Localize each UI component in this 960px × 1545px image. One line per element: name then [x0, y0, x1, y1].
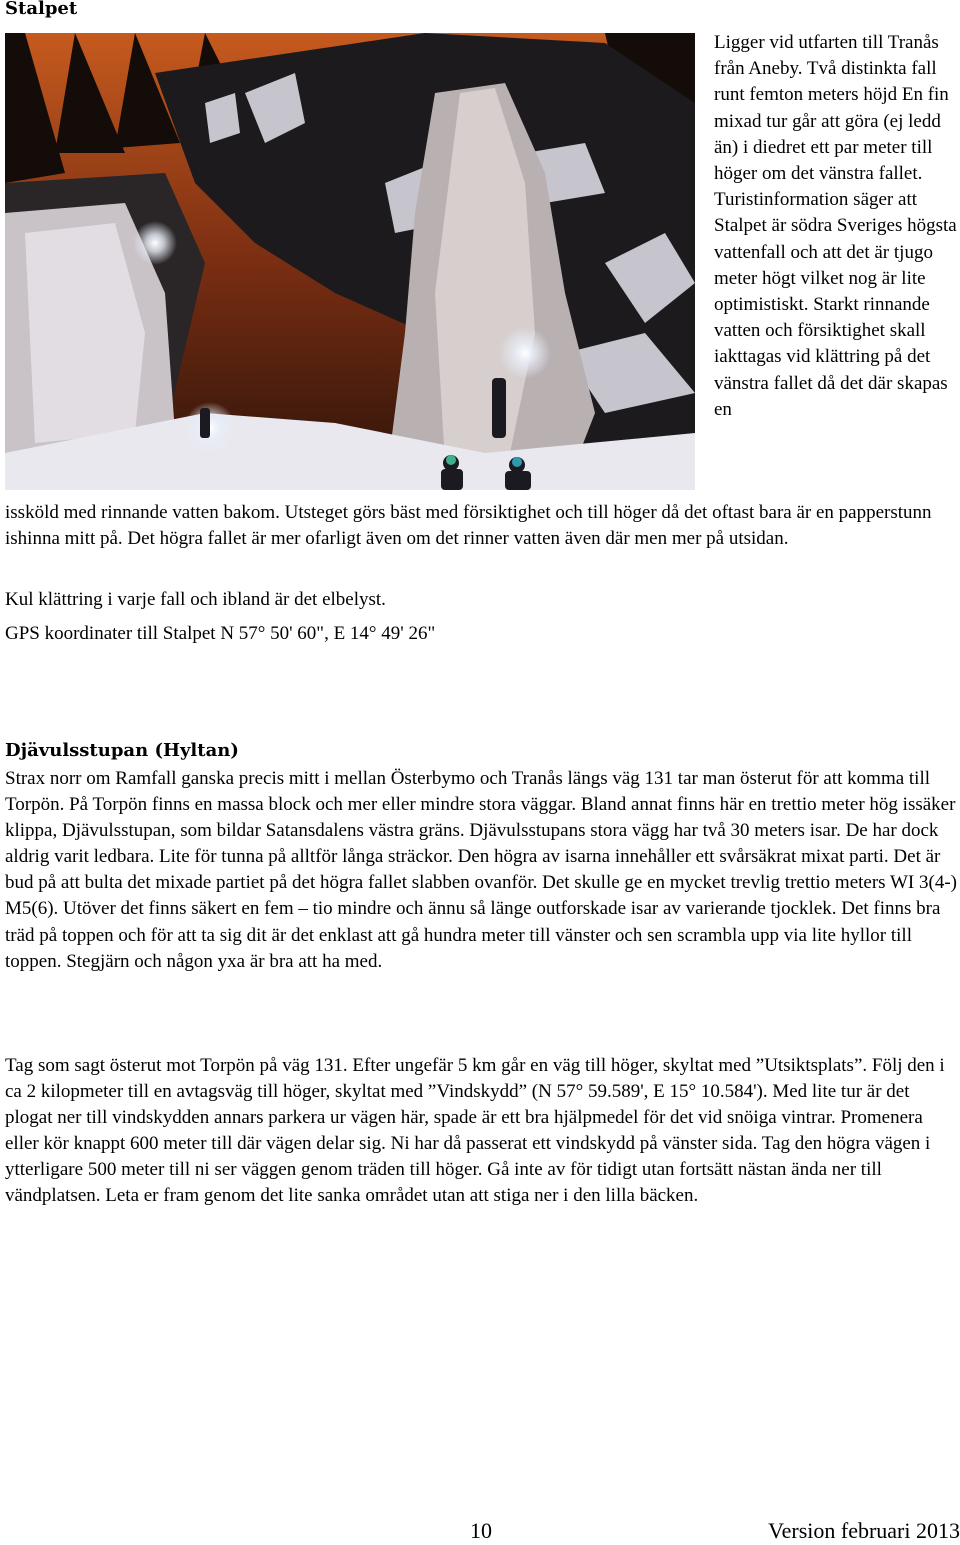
stalpet-description-wrap: Ligger vid utfarten till Tranås från Aneby. Två distinkta fall runt femton meters höjd En fin mixad tur går att göra (ej ledd än) i diedret ett par meter till höger om det vänstra fallet. Turistinformation säger att Stalpet är södra Sveriges högsta vattenfall och att det är tjugo meter högt vilket nog är lite optimistiskt. Starkt rinnande vatten och försiktighet skall iakttagas vid klättring på det vänstra fallet då det där skapas en: [714, 32, 957, 420]
djavulsstupan-description: Strax norr om Ramfall ganska precis mitt i mellan Österbymo och Tranås längs väg 131 tar man österut för att komma till Torpön. På Torpön finns en massa block och mer eller mindre stora väggar. Bland annat finns här en trettio meter hög issäker klippa, Djävulsstupan, som bildar Satansdalens västra gräns. Djävulsstupans stora vägg har två 30 meters isar. De har dock aldrig varit ledbara. Lite för tunna på alltför långa sträckor. Den högra av isarna innehåller ett svårsäkrat mixat parti. Det är bud på att bulta det mixade partiet på det högra fallet slabben ovanför. Det skulle ge en mycket trevlig trettio meters WI 3(4-) M5(6). Utöver det finns säkert en fem – tio mindre och ännu så länge outforskade isar av varierande tjocklek. Det finns bra träd på toppen och för att ta sig dit är det enklast att gå hundra meter till vänster och sen scrambla upp via lite hyllor till toppen. Stegjärn och någon yxa är bra att ha med.: [5, 768, 957, 972]
page-number: 10: [470, 1518, 492, 1543]
stalpet-climbing-note: Kul klättring i varje fall och ibland är det elbelyst.: [5, 589, 386, 610]
stalpet-description-continued: issköld med rinnande vatten bakom. Utsteget görs bäst med försiktighet och till höger då det oftast bara är en papperstunn ishinna mitt på. Det högra fallet är mer ofarligt även om det rinner vatten även där men mer på utsidan.: [5, 502, 932, 550]
ice-climbing-photo: [5, 33, 695, 490]
document-version: Version februari 2013: [768, 1518, 960, 1543]
djavulsstupan-directions: Tag som sagt österut mot Torpön på väg 131. Efter ungefär 5 km går en väg till höger, skyltat med ”Utsiktsplats”. Följ den i ca 2 kilopmeter till en avtagsväg till höger, skyltat med ”Vindskydd” (N 57° 59.589', E 15° 10.584'). Med lite tur är det plogat ner till vindskydden annars parkera ur vägen här, spade är ett bra hjälpmedel för det vid snöiga vintrar. Promenera eller kör knappt 600 meter till där vägen delar sig. Ni har då passerat ett vindskydd på vänster sida. Tag den högra vägen i ytterligare 500 meter till ni ser väggen genom träden till höger. Gå inte av för tidigt utan fortsätt nästan ända ner till vändplatsen. Leta er fram genom det lite sanka området utan att stiga ner i den lilla bäcken.: [5, 1055, 945, 1207]
stalpet-gps-coordinates: GPS koordinater till Stalpet N 57° 50' 60", E 14° 49' 26": [5, 623, 436, 644]
section-title-stalpet: Stalpet: [5, 0, 78, 19]
section-title-djavulsstupan: Djävulsstupan (Hyltan): [5, 740, 239, 761]
